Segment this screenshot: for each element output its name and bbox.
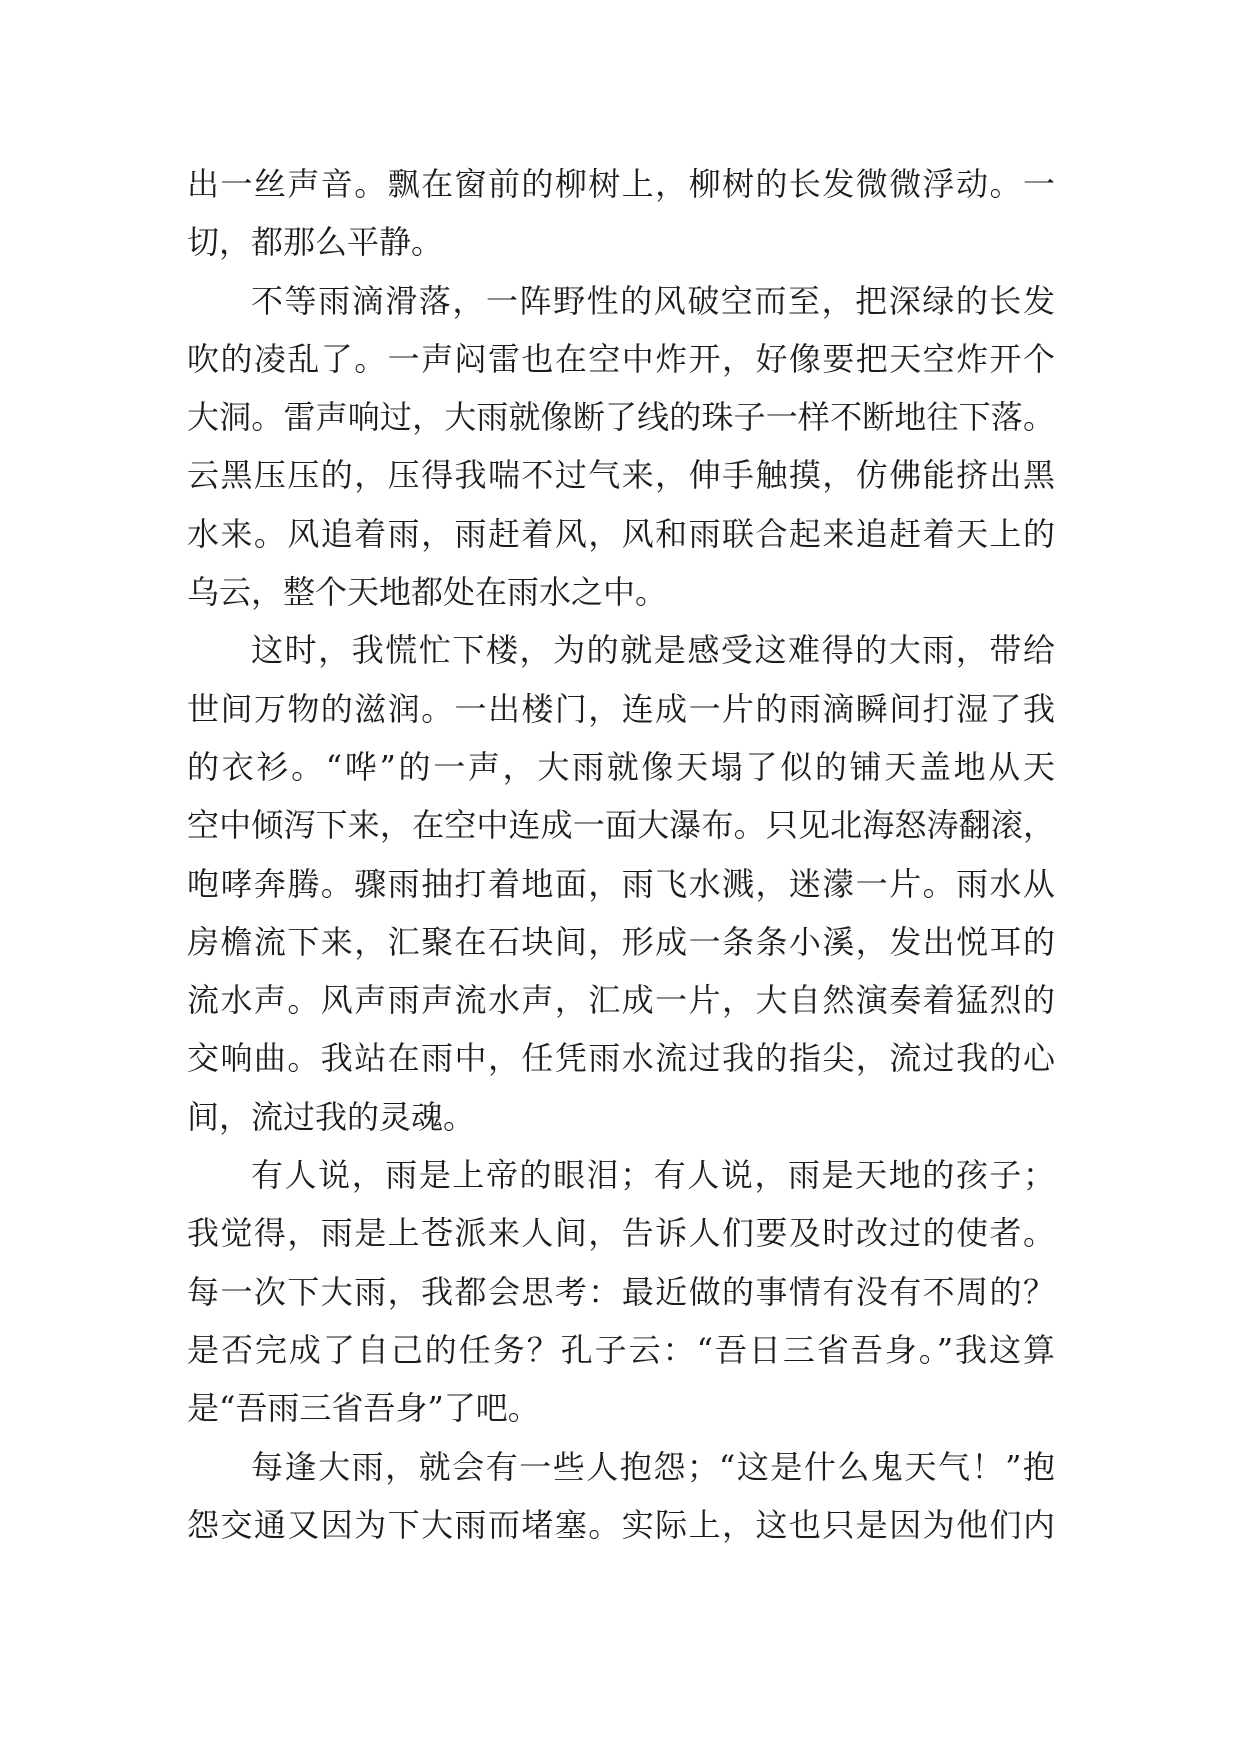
text-line: 是“吾雨三省吾身”了吧。: [187, 1389, 540, 1428]
text-line: 大洞。雷声响过，大雨就像断了线的珠子一样不断地往下落。: [187, 398, 1055, 437]
text-line: 流水声。风声雨声流水声，汇成一片，大自然演奏着猛烈的: [187, 981, 1055, 1020]
paragraph: [187, 1438, 1055, 1555]
text-line: 空中倾泻下来，在空中连成一面大瀑布。只见北海怒涛翻滚，: [187, 806, 1055, 845]
paragraph: [187, 272, 1055, 622]
text-line: 怨交通又因为下大雨而堵塞。实际上，这也只是因为他们内: [187, 1505, 1055, 1544]
text-line: 切，都那么平静。: [187, 223, 444, 262]
text-line: 有人说，雨是上帝的眼泪；有人说，雨是天地的孩子；: [251, 1156, 1055, 1195]
text-line: 我觉得，雨是上苍派来人间，告诉人们要及时改过的使者。: [187, 1214, 1055, 1253]
text-line: 房檐流下来，汇聚在石块间，形成一条条小溪，发出悦耳的: [187, 922, 1055, 961]
text-line: 咆哮奔腾。骤雨抽打着地面，雨飞水溅，迷濛一片。雨水从: [187, 864, 1055, 903]
text-line: 每一次下大雨，我都会思考：最近做的事情有没有不周的？: [187, 1272, 1055, 1311]
text-line: 的衣衫。“哗”的一声，大雨就像天塌了似的铺天盖地从天: [187, 747, 1055, 786]
text-line: 云黑压压的，压得我喘不过气来，伸手触摸，仿佛能挤出黑: [187, 456, 1055, 495]
text-line: 不等雨滴滑落，一阵野性的风破空而至，把深绿的长发: [251, 281, 1055, 320]
text-line: 交响曲。我站在雨中，任凭雨水流过我的指尖，流过我的心: [187, 1039, 1055, 1078]
paragraph: [187, 155, 1055, 272]
text-line: 乌云，整个天地都处在雨水之中。: [187, 573, 668, 612]
text-line: 吹的凌乱了。一声闷雷也在空中炸开，好像要把天空炸开个: [187, 339, 1055, 378]
paragraph: [187, 621, 1055, 1146]
text-line: 间，流过我的灵魂。: [187, 1097, 476, 1136]
body-text: [187, 155, 1055, 1554]
paragraph: [187, 1146, 1055, 1437]
text-line: 这时，我慌忙下楼，为的就是感受这难得的大雨，带给: [251, 631, 1055, 670]
text-line: 出一丝声音。飘在窗前的柳树上，柳树的长发微微浮动。一: [187, 165, 1055, 203]
text-line: 是否完成了自己的任务？孔子云：“吾日三省吾身。”我这算: [187, 1330, 1055, 1369]
text-line: 每逢大雨，就会有一些人抱怨；“这是什么鬼天气！”抱: [251, 1447, 1055, 1486]
text-line: 水来。风追着雨，雨赶着风，风和雨联合起来追赶着天上的: [187, 514, 1055, 553]
text-line: 世间万物的滋润。一出楼门，连成一片的雨滴瞬间打湿了我: [187, 689, 1055, 728]
